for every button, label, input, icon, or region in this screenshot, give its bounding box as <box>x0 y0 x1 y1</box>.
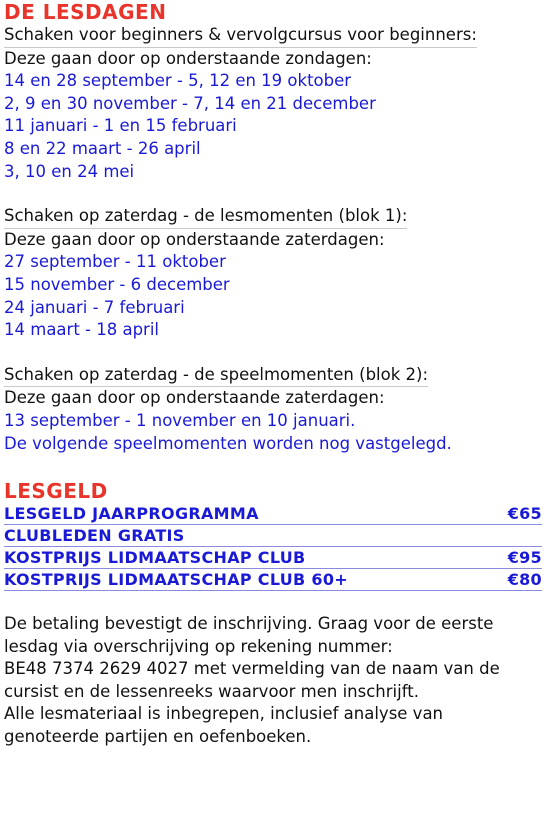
payment-line: genoteerde partijen en oefenboeken. <box>4 727 312 747</box>
date-line: 15 november - 6 december <box>4 274 230 294</box>
fee-label: KOSTPRIJS LIDMAATSCHAP CLUB 60+ <box>4 570 348 590</box>
lesdagen-title: DE LESDAGEN <box>4 0 167 24</box>
fee-price: €80 <box>507 570 542 590</box>
payment-line: Alle lesmateriaal is inbegrepen, inclusief analyse van <box>4 704 444 724</box>
fee-price: €65 <box>507 504 542 524</box>
date-line: 8 en 22 maart - 26 april <box>4 138 201 158</box>
date-line: 27 september - 11 oktober <box>4 252 226 272</box>
payment-line: lesdag via overschrijving op rekening nummer: <box>4 636 393 656</box>
block2-intro: Deze gaan door op onderstaande zaterdagen: <box>4 229 385 249</box>
fee-row <box>4 503 542 525</box>
spacer <box>4 342 542 364</box>
block2-heading: Schaken op zaterdag - de lesmomenten (blok 1): <box>4 205 542 229</box>
fee-row <box>4 569 542 591</box>
date-line: 3, 10 en 24 mei <box>4 161 135 181</box>
block3-heading: Schaken op zaterdag - de speelmomenten (blok 2): <box>4 364 542 388</box>
block1-heading: Schaken voor beginners & vervolgcursus voor beginners: <box>4 24 542 48</box>
fee-row <box>4 525 542 547</box>
spacer <box>4 183 542 205</box>
fee-price: €95 <box>507 548 542 568</box>
date-line: 13 september - 1 november en 10 januari. <box>4 410 356 430</box>
date-line: 14 en 28 september - 5, 12 en 19 oktober <box>4 71 352 91</box>
payment-line: cursist en de lessenreeks waarvoor men inschrijft. <box>4 681 419 701</box>
spacer <box>4 455 542 479</box>
spacer <box>4 591 542 613</box>
block1-intro: Deze gaan door op onderstaande zondagen: <box>4 48 372 68</box>
date-line: 2, 9 en 30 november - 7, 14 en 21 december <box>4 93 376 113</box>
date-line: 14 maart - 18 april <box>4 320 160 340</box>
lesgeld-title: LESGELD <box>4 479 108 504</box>
fee-label: KOSTPRIJS LIDMAATSCHAP CLUB <box>4 548 306 568</box>
block3-intro: Deze gaan door op onderstaande zaterdagen: <box>4 388 385 408</box>
payment-line: De betaling bevestigt de inschrijving. Graag voor de eerste <box>4 614 494 634</box>
fee-label: CLUBLEDEN GRATIS <box>4 526 185 546</box>
payment-line: BE48 7374 2629 4027 met vermelding van de naam van de <box>4 659 500 679</box>
fee-row <box>4 547 542 569</box>
payment-text <box>4 613 542 749</box>
date-line: De volgende speelmomenten worden nog vastgelegd. <box>4 433 452 453</box>
date-line: 11 januari - 1 en 15 februari <box>4 116 237 136</box>
date-line: 24 januari - 7 februari <box>4 297 185 317</box>
fee-label: LESGELD JAARPROGRAMMA <box>4 504 259 524</box>
